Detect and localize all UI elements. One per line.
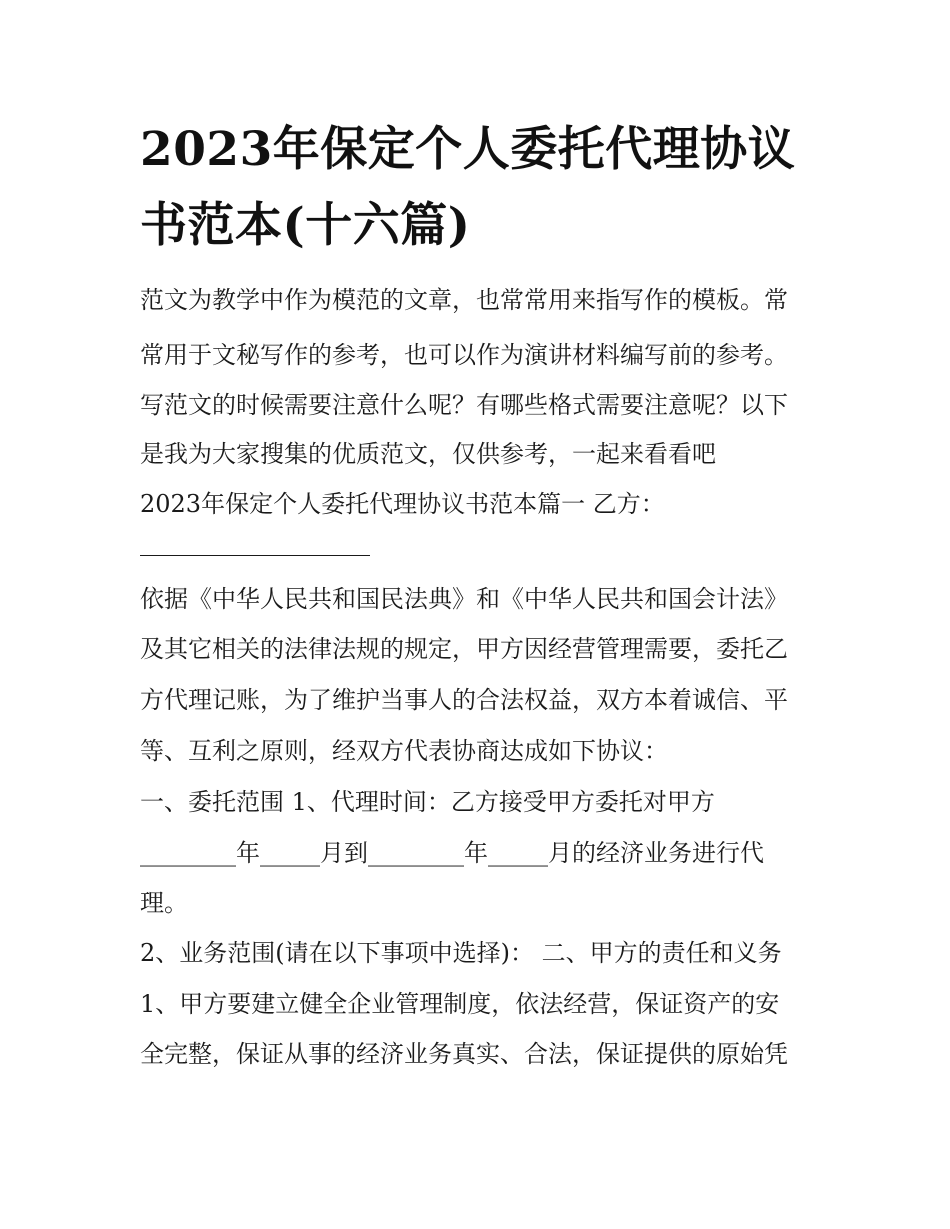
paragraph-line: 是我为大家搜集的优质范文，仅供参考，一起来看看吧 <box>140 440 716 468</box>
paragraph-line: 写范文的时候需要注意什么呢？有哪些格式需要注意呢？以下 <box>140 391 788 419</box>
paragraph-line: 理。 <box>140 889 188 917</box>
signature-blank-line <box>140 555 370 556</box>
paragraph-line: 常用于文秘写作的参考，也可以作为演讲材料编写前的参考。 <box>140 341 788 369</box>
paragraph-line: ________年_____月到________年_____月的经济业务进行代 <box>140 839 764 867</box>
paragraph-line: 及其它相关的法律法规的规定，甲方因经营管理需要，委托乙 <box>140 635 788 663</box>
paragraph-line: 依据《中华人民共和国民法典》和《中华人民共和国会计法》 <box>140 585 788 613</box>
section-heading-line: 2023年保定个人委托代理协议书范本篇一 乙方： <box>140 490 665 518</box>
paragraph-line: 全完整，保证从事的经济业务真实、合法，保证提供的原始凭 <box>140 1040 788 1068</box>
paragraph-line: 1、甲方要建立健全企业管理制度，依法经营，保证资产的安 <box>140 990 780 1018</box>
paragraph-line: 方代理记账，为了维护当事人的合法权益，双方本着诚信、平 <box>140 686 788 714</box>
document-title: 2023年保定个人委托代理协议书范本(十六篇) <box>140 122 796 253</box>
paragraph-line: 2、业务范围(请在以下事项中选择)： 二、甲方的责任和义务 <box>140 939 782 967</box>
paragraph-line: 一、委托范围 1、代理时间：乙方接受甲方委托对甲方 <box>140 788 715 816</box>
paragraph-line: 范文为教学中作为模范的文章，也常常用来指写作的模板。常 <box>140 286 788 314</box>
paragraph-line: 等、互利之原则，经双方代表协商达成如下协议： <box>140 737 668 765</box>
